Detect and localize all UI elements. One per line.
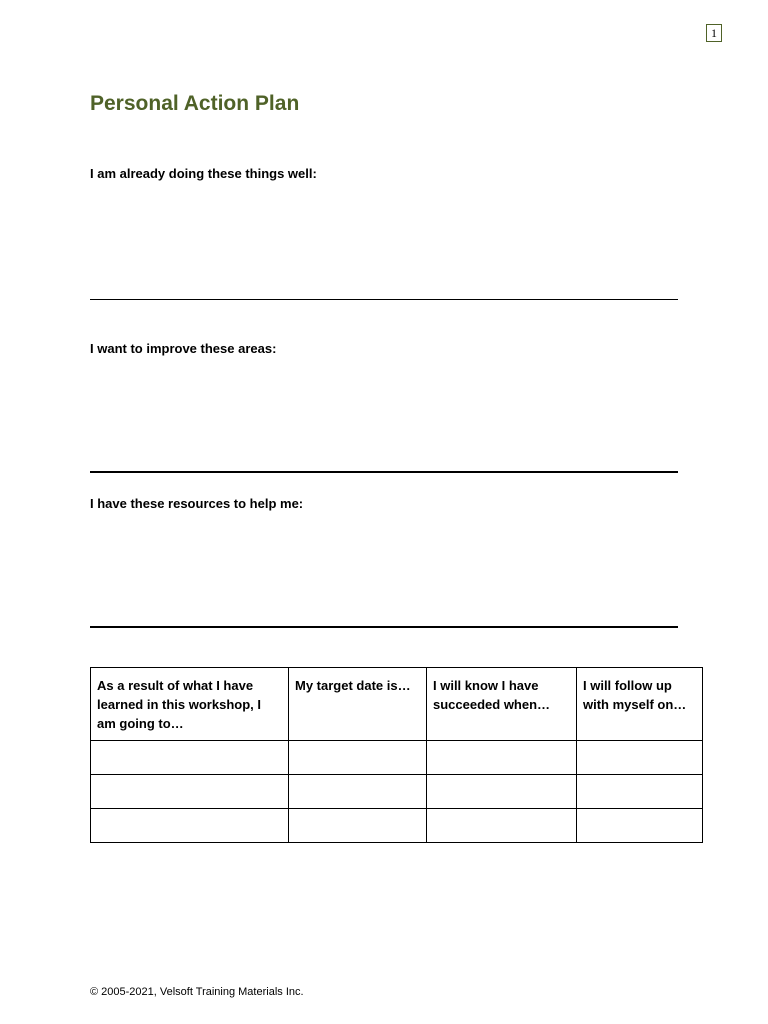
- header-going-to: As a result of what I have learned in this workshop, I am going to…: [91, 668, 289, 741]
- table-header-row: [91, 668, 703, 741]
- page-title: Personal Action Plan: [90, 92, 300, 115]
- table-cell[interactable]: [91, 775, 289, 809]
- prompt-resources: I have these resources to help me:: [90, 496, 304, 511]
- header-follow-up: I will follow up with myself on…: [577, 668, 703, 741]
- action-plan-table: [90, 667, 703, 843]
- table-cell[interactable]: [91, 741, 289, 775]
- prompt-improve-areas: I want to improve these areas:: [90, 341, 277, 356]
- answer-line-resources: [90, 626, 678, 628]
- answer-line-doing-well: [90, 299, 678, 300]
- header-succeeded-when: I will know I have succeeded when…: [427, 668, 577, 741]
- header-target-date: My target date is…: [289, 668, 427, 741]
- table-row: [91, 775, 703, 809]
- table-cell[interactable]: [577, 741, 703, 775]
- table-cell[interactable]: [427, 741, 577, 775]
- copyright-footer: © 2005-2021, Velsoft Training Materials Inc.: [90, 986, 304, 998]
- table-cell[interactable]: [289, 809, 427, 843]
- table-row: [91, 741, 703, 775]
- answer-line-improve-areas: [90, 471, 678, 473]
- table-cell[interactable]: [577, 809, 703, 843]
- table-cell[interactable]: [289, 775, 427, 809]
- table-cell[interactable]: [427, 775, 577, 809]
- table-row: [91, 809, 703, 843]
- table-cell[interactable]: [289, 741, 427, 775]
- table-cell[interactable]: [427, 809, 577, 843]
- prompt-doing-well: I am already doing these things well:: [90, 166, 317, 181]
- table-cell[interactable]: [91, 809, 289, 843]
- page-number: 1: [706, 24, 722, 42]
- table-cell[interactable]: [577, 775, 703, 809]
